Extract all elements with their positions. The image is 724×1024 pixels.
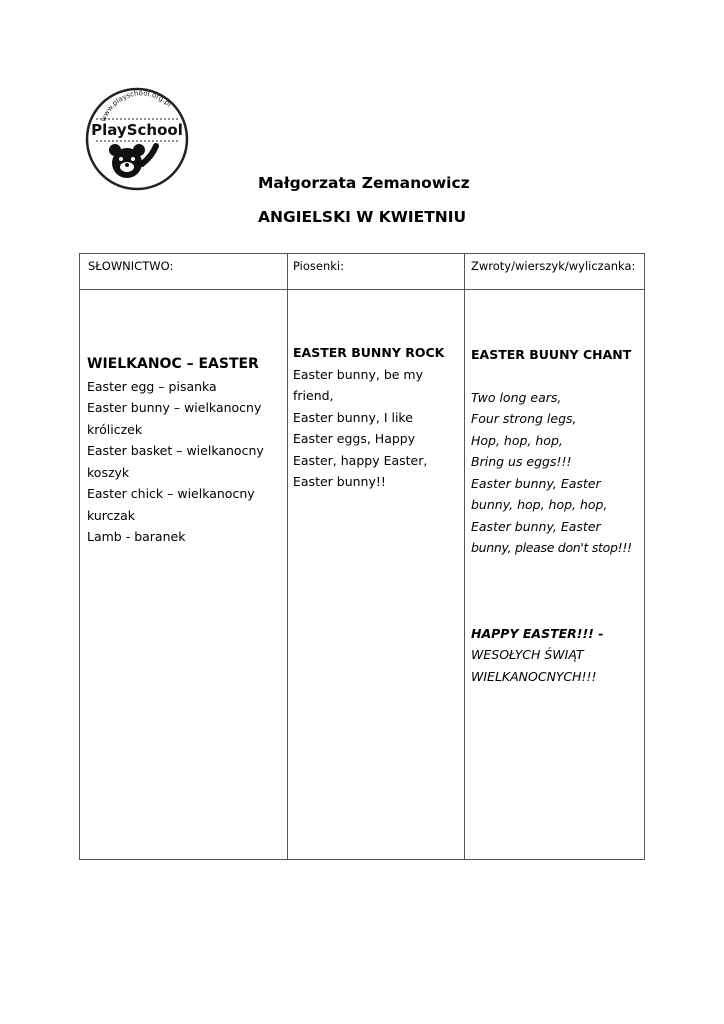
- svg-text:www.playschool.org.pl: www.playschool.org.pl: [99, 89, 173, 123]
- song-line: Easter eggs, Happy: [293, 431, 416, 446]
- song-line: Easter bunny, I like: [293, 409, 413, 425]
- vocab-line: Easter basket – wielkanocny: [87, 443, 264, 458]
- header-phrases: Zwroty/wierszyk/wyliczanka:: [471, 259, 636, 273]
- vocab-line: Easter chick – wielkanocny: [87, 486, 255, 501]
- song-line: Easter bunny!!: [293, 474, 386, 489]
- song-line: Easter, happy Easter,: [293, 452, 428, 468]
- greeting-line: HAPPY EASTER!!! -: [471, 625, 604, 641]
- chant-cell: [471, 344, 632, 687]
- song-cell: [293, 342, 444, 493]
- greeting-line: WIELKANOCNYCH!!!: [471, 668, 597, 684]
- vocab-line: Lamb - baranek: [87, 529, 186, 544]
- svg-text:PlaySchool: PlaySchool: [91, 121, 183, 139]
- author-name: Małgorzata Zemanowicz: [258, 174, 470, 192]
- song-line: friend,: [293, 388, 334, 403]
- vocabulary-heading: WIELKANOC – EASTER: [87, 356, 259, 372]
- vocab-line: króliczek: [87, 421, 143, 437]
- chant-line: Hop, hop, hop,: [471, 432, 563, 448]
- chant-heading: EASTER BUUNY CHANT: [471, 347, 632, 362]
- chant-line: Bring us eggs!!!: [471, 454, 572, 469]
- vocab-line: Easter bunny – wielkanocny: [87, 400, 262, 415]
- header-vocabulary: SŁOWNICTWO:: [88, 259, 174, 273]
- greeting-line: WESOŁYCH ŚWIĄT: [471, 647, 584, 662]
- chant-line: Easter bunny, Easter: [471, 518, 601, 534]
- document-title: ANGIELSKI W KWIETNIU: [258, 208, 467, 226]
- vocab-line: Easter egg – pisanka: [87, 378, 217, 394]
- playschool-logo: [84, 86, 190, 192]
- header-songs: Piosenki:: [293, 259, 344, 273]
- vocab-line: koszyk: [87, 464, 130, 480]
- header-divider: [80, 289, 644, 290]
- column-divider: [464, 254, 465, 859]
- chant-line: bunny, please don't stop!!!: [471, 540, 632, 555]
- song-heading: EASTER BUNNY ROCK: [293, 345, 445, 360]
- chant-line: bunny, hop, hop, hop,: [471, 497, 608, 512]
- column-divider: [287, 254, 288, 859]
- chant-line: Two long ears,: [471, 389, 562, 405]
- content-table: [79, 253, 645, 860]
- chant-line: Easter bunny, Easter: [471, 475, 601, 491]
- chant-line: Four strong legs,: [471, 411, 577, 426]
- vocab-line: kurczak: [87, 507, 135, 523]
- song-line: Easter bunny, be my: [293, 366, 423, 382]
- vocabulary-cell: [87, 354, 264, 548]
